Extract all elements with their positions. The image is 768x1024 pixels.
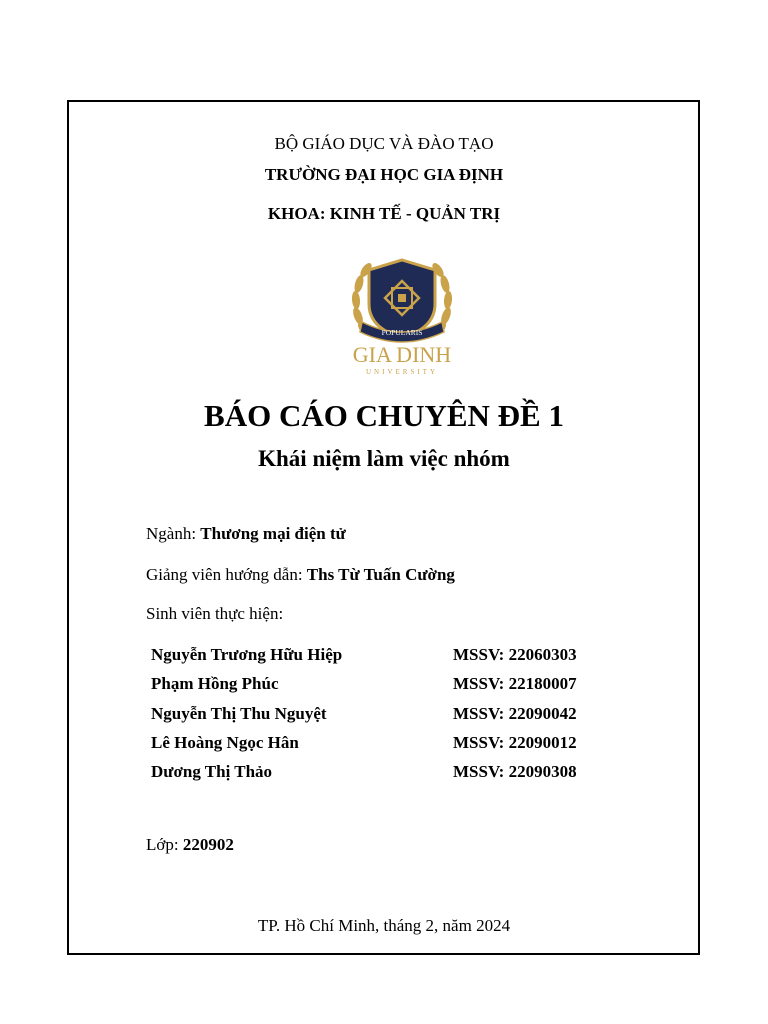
class-line bbox=[146, 835, 234, 855]
logo-name: GIA DINH bbox=[352, 342, 452, 367]
student-row bbox=[151, 733, 611, 762]
student-row bbox=[151, 762, 611, 791]
student-name: Nguyễn Thị Thu Nguyệt bbox=[151, 703, 327, 723]
advisor-value: Ths Từ Tuấn Cường bbox=[306, 565, 455, 584]
student-id: MSSV: 22090308 bbox=[453, 762, 577, 782]
student-id: MSSV: 22090012 bbox=[453, 732, 577, 752]
major-value: Thương mại điện tử bbox=[200, 524, 346, 543]
ministry-heading: BỘ GIÁO DỤC VÀ ĐÀO TẠO bbox=[274, 134, 494, 153]
student-list bbox=[151, 645, 611, 791]
advisor-label: Giảng viên hướng dẫn: bbox=[146, 565, 303, 584]
logo-ribbon-text: POPULARIS bbox=[381, 328, 423, 337]
report-title: BÁO CÁO CHUYÊN ĐỀ 1 bbox=[204, 398, 564, 433]
student-row bbox=[151, 645, 611, 674]
place-date: TP. Hồ Chí Minh, tháng 2, năm 2024 bbox=[257, 916, 511, 935]
class-label: Lớp: bbox=[146, 835, 179, 854]
students-label: Sinh viên thực hiện: bbox=[146, 604, 284, 623]
student-id: MSSV: 22090042 bbox=[453, 703, 577, 723]
student-name: Nguyễn Trương Hữu Hiệp bbox=[151, 645, 343, 664]
faculty-heading: KHOA: KINH TẾ - QUẢN TRỊ bbox=[267, 204, 501, 223]
student-row bbox=[151, 674, 611, 703]
university-logo bbox=[332, 250, 472, 382]
logo-subname: UNIVERSITY bbox=[366, 368, 438, 376]
class-value: 220902 bbox=[182, 835, 234, 854]
major-line bbox=[146, 524, 346, 544]
university-heading: TRƯỜNG ĐẠI HỌC GIA ĐỊNH bbox=[264, 165, 504, 184]
student-id: MSSV: 22180007 bbox=[453, 674, 577, 694]
advisor-line bbox=[146, 565, 455, 585]
student-name: Lê Hoàng Ngọc Hân bbox=[151, 732, 299, 752]
student-row bbox=[151, 704, 611, 733]
student-id: MSSV: 22060303 bbox=[453, 645, 577, 664]
major-label: Ngành: bbox=[146, 524, 197, 543]
student-name: Dương Thị Thảo bbox=[151, 762, 273, 782]
report-subtitle: Khái niệm làm việc nhóm bbox=[258, 446, 510, 471]
student-name: Phạm Hồng Phúc bbox=[151, 674, 279, 694]
